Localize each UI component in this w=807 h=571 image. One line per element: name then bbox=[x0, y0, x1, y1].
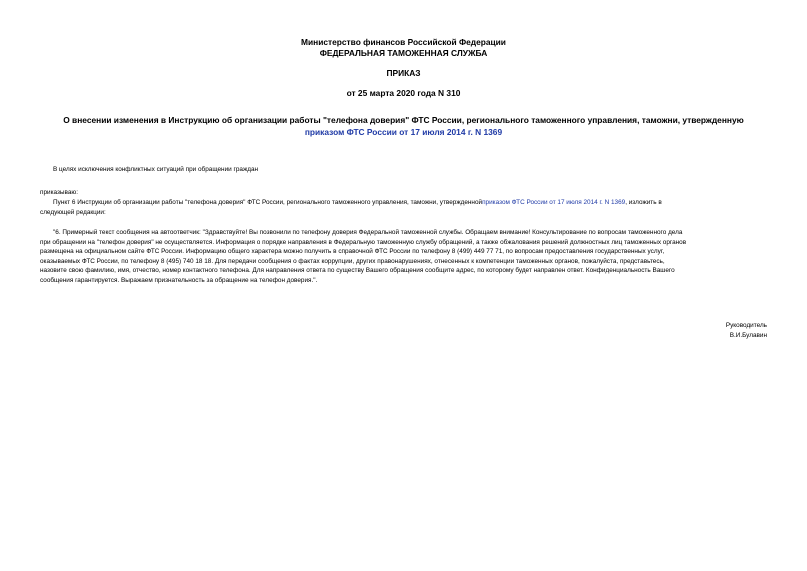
document-type: ПРИКАЗ bbox=[386, 68, 421, 78]
paragraph-1-line bbox=[40, 198, 767, 208]
order-word: приказываю: bbox=[40, 189, 78, 196]
paragraph-1-text-end: , изложить в bbox=[625, 199, 662, 206]
document-date: от 25 марта 2020 года N 310 bbox=[346, 88, 461, 98]
paragraph-2 bbox=[40, 228, 767, 285]
paragraph-1 bbox=[40, 198, 767, 217]
paragraph-2-line: размещена на официальном сайте ФТС России. Информацию общего характера можно получить в справочной ФТС России по телефону 8 (499) 449 77 71, по вопросам предоставления государственных услуг, bbox=[40, 248, 665, 255]
document-title bbox=[30, 114, 777, 138]
paragraph-2-line: оказываемых ФТС России, по телефону 8 (495) 740 18 18. Для передачи сообщения о фактах коррупции, других правонарушениях, отнесенных к компетенции таможенных органов, пожалуйста, представьтесь, bbox=[40, 257, 665, 265]
paragraph-2-line: назовите свою фамилию, имя, отчество, номер контактного телефона. Для направления ответа по существу Вашего обращения сообщите адрес, по которому будет направлен ответ. Конфиденциальность Вашего bbox=[40, 267, 675, 274]
preamble: В целях исключения конфликтных ситуаций при обращении граждан bbox=[53, 166, 259, 173]
paragraph-2-line: "6. Примерный текст сообщения на автоответчик: "Здравствуйте! Вы позвонили по телефону доверия Федеральной таможенной службы. Обращаем внимание! Консультирование по вопросам таможенного дела bbox=[53, 229, 683, 236]
service-name: ФЕДЕРАЛЬНАЯ ТАМОЖЕННАЯ СЛУЖБА bbox=[319, 48, 488, 58]
signature-name: В.И.Булавин bbox=[729, 332, 767, 339]
paragraph-1-text: Пункт 6 Инструкции об организации работы "телефона доверия" ФТС России, регионального таможенного управления, таможни, утвержденной bbox=[53, 199, 483, 206]
ministry-name: Министерство финансов Российской Федерации bbox=[301, 37, 506, 47]
title-order-link[interactable]: приказом ФТС России от 17 июля 2014 г. N 1369 bbox=[304, 127, 503, 137]
paragraph-1-line: следующей редакции: bbox=[40, 208, 106, 216]
signature-position: Руководитель bbox=[725, 322, 767, 329]
paragraph-2-line: при обращении на "телефон доверия" не осуществляется. Информация о порядке направления в Федеральную таможенную службу обращений, а также обжалования решений должностных лиц таможенных органов bbox=[40, 238, 687, 246]
title-line: О внесении изменения в Инструкцию об организации работы "телефона доверия" ФТС России, регионального таможенного управления, таможни, утвержденную bbox=[63, 115, 744, 125]
order-link[interactable]: приказом ФТС России от 17 июля 2014 г. N 1369 bbox=[482, 199, 626, 206]
paragraph-2-line: сообщения гарантируется. Выражаем признательность за обращение на телефон доверия.". bbox=[40, 276, 318, 284]
